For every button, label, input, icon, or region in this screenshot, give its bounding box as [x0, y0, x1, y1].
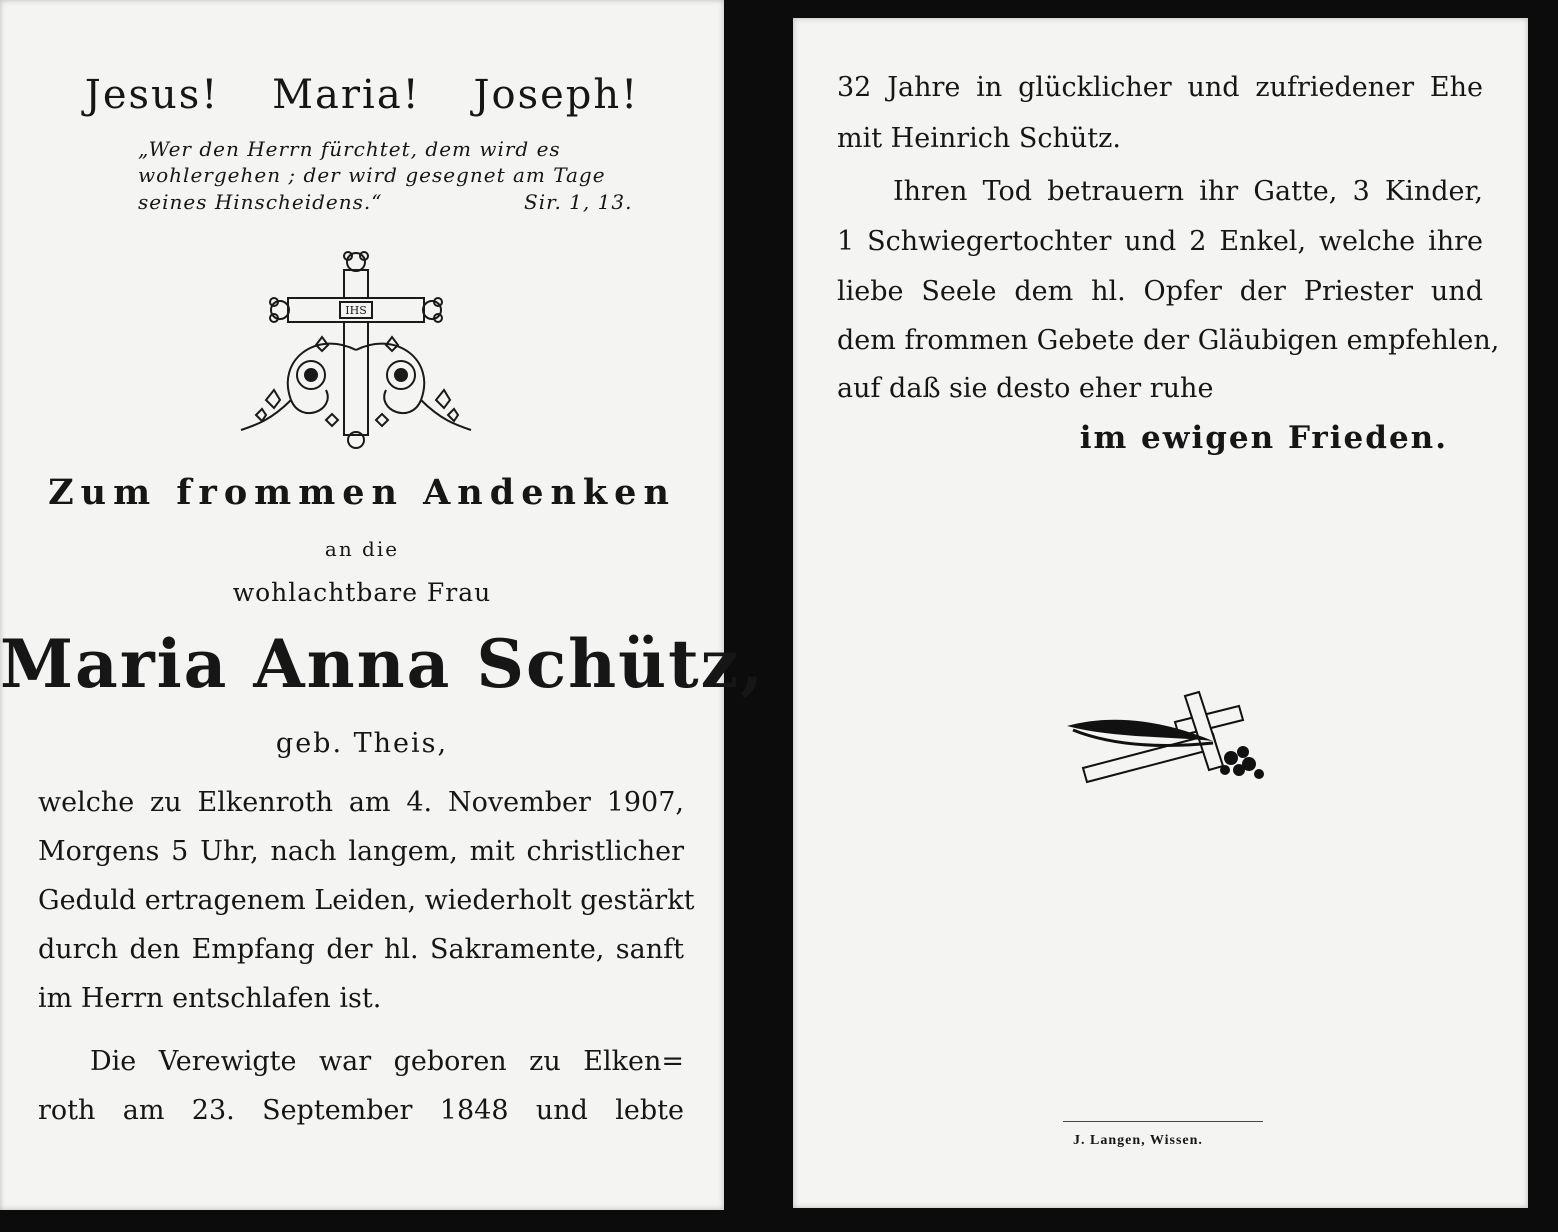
closing-phrase: im ewigen Frieden. — [1079, 420, 1448, 456]
body-line-7: roth am 23. September 1848 und lebte — [38, 1095, 684, 1126]
ornamental-cross-icon — [236, 250, 476, 450]
cross-with-palm-icon — [1063, 686, 1283, 786]
cross-monogram: IHS — [345, 304, 367, 317]
right-line-1: 32 Jahre in glücklicher und zufriedener Ehe — [837, 72, 1483, 103]
body-line-5: im Herrn entschlafen ist. — [38, 983, 382, 1014]
right-line-2: mit Heinrich Schütz. — [837, 123, 1121, 154]
right-line-3: Ihren Tod betrauern ihr Gatte, 3 Kinder, — [893, 176, 1483, 207]
body-line-2: Morgens 5 Uhr, nach langem, mit christlicher — [38, 836, 684, 867]
heading: Zum frommen Andenken — [48, 472, 676, 513]
body-line-1: welche zu Elkenroth am 4. November 1907, — [38, 787, 684, 818]
quote-line-3-text: seines Hinscheidens.“ — [138, 190, 383, 214]
invocation: Jesus! Maria! Joseph! — [84, 72, 640, 118]
right-page — [793, 18, 1528, 1208]
right-line-4: 1 Schwiegertochter und 2 Enkel, welche ihre — [837, 226, 1483, 257]
body-line-6: Die Verewigte war geboren zu Elken= — [90, 1046, 684, 1077]
deceased-name: Maria Anna Schütz, — [0, 625, 766, 703]
quote-reference: Sir. 1, 13. — [524, 190, 633, 214]
quote-line-2: wohlergehen ; der wird gesegnet am Tage — [138, 163, 606, 187]
left-page — [0, 0, 766, 1210]
right-line-5: liebe Seele dem hl. Opfer der Priester und — [837, 276, 1483, 307]
body-line-4: durch den Empfang der hl. Sakramente, sanft — [38, 934, 684, 965]
title-line: wohlachtbare Frau — [232, 578, 492, 607]
printer-imprint: J. Langen, Wissen. — [1073, 1133, 1203, 1148]
printer-rule — [1063, 1121, 1263, 1122]
quote-line-1: „Wer den Herrn fürchtet, dem wird es — [138, 137, 561, 161]
an-die: an die — [324, 537, 400, 561]
body-line-3: Geduld ertragenem Leiden, wiederholt gestärkt — [38, 885, 695, 916]
right-line-6: dem frommen Gebete der Gläubigen empfehlen, — [837, 325, 1500, 356]
quote-line-3 — [138, 190, 678, 214]
maiden-name: geb. Theis, — [275, 728, 449, 759]
right-line-7: auf daß sie desto eher ruhe — [837, 373, 1214, 404]
